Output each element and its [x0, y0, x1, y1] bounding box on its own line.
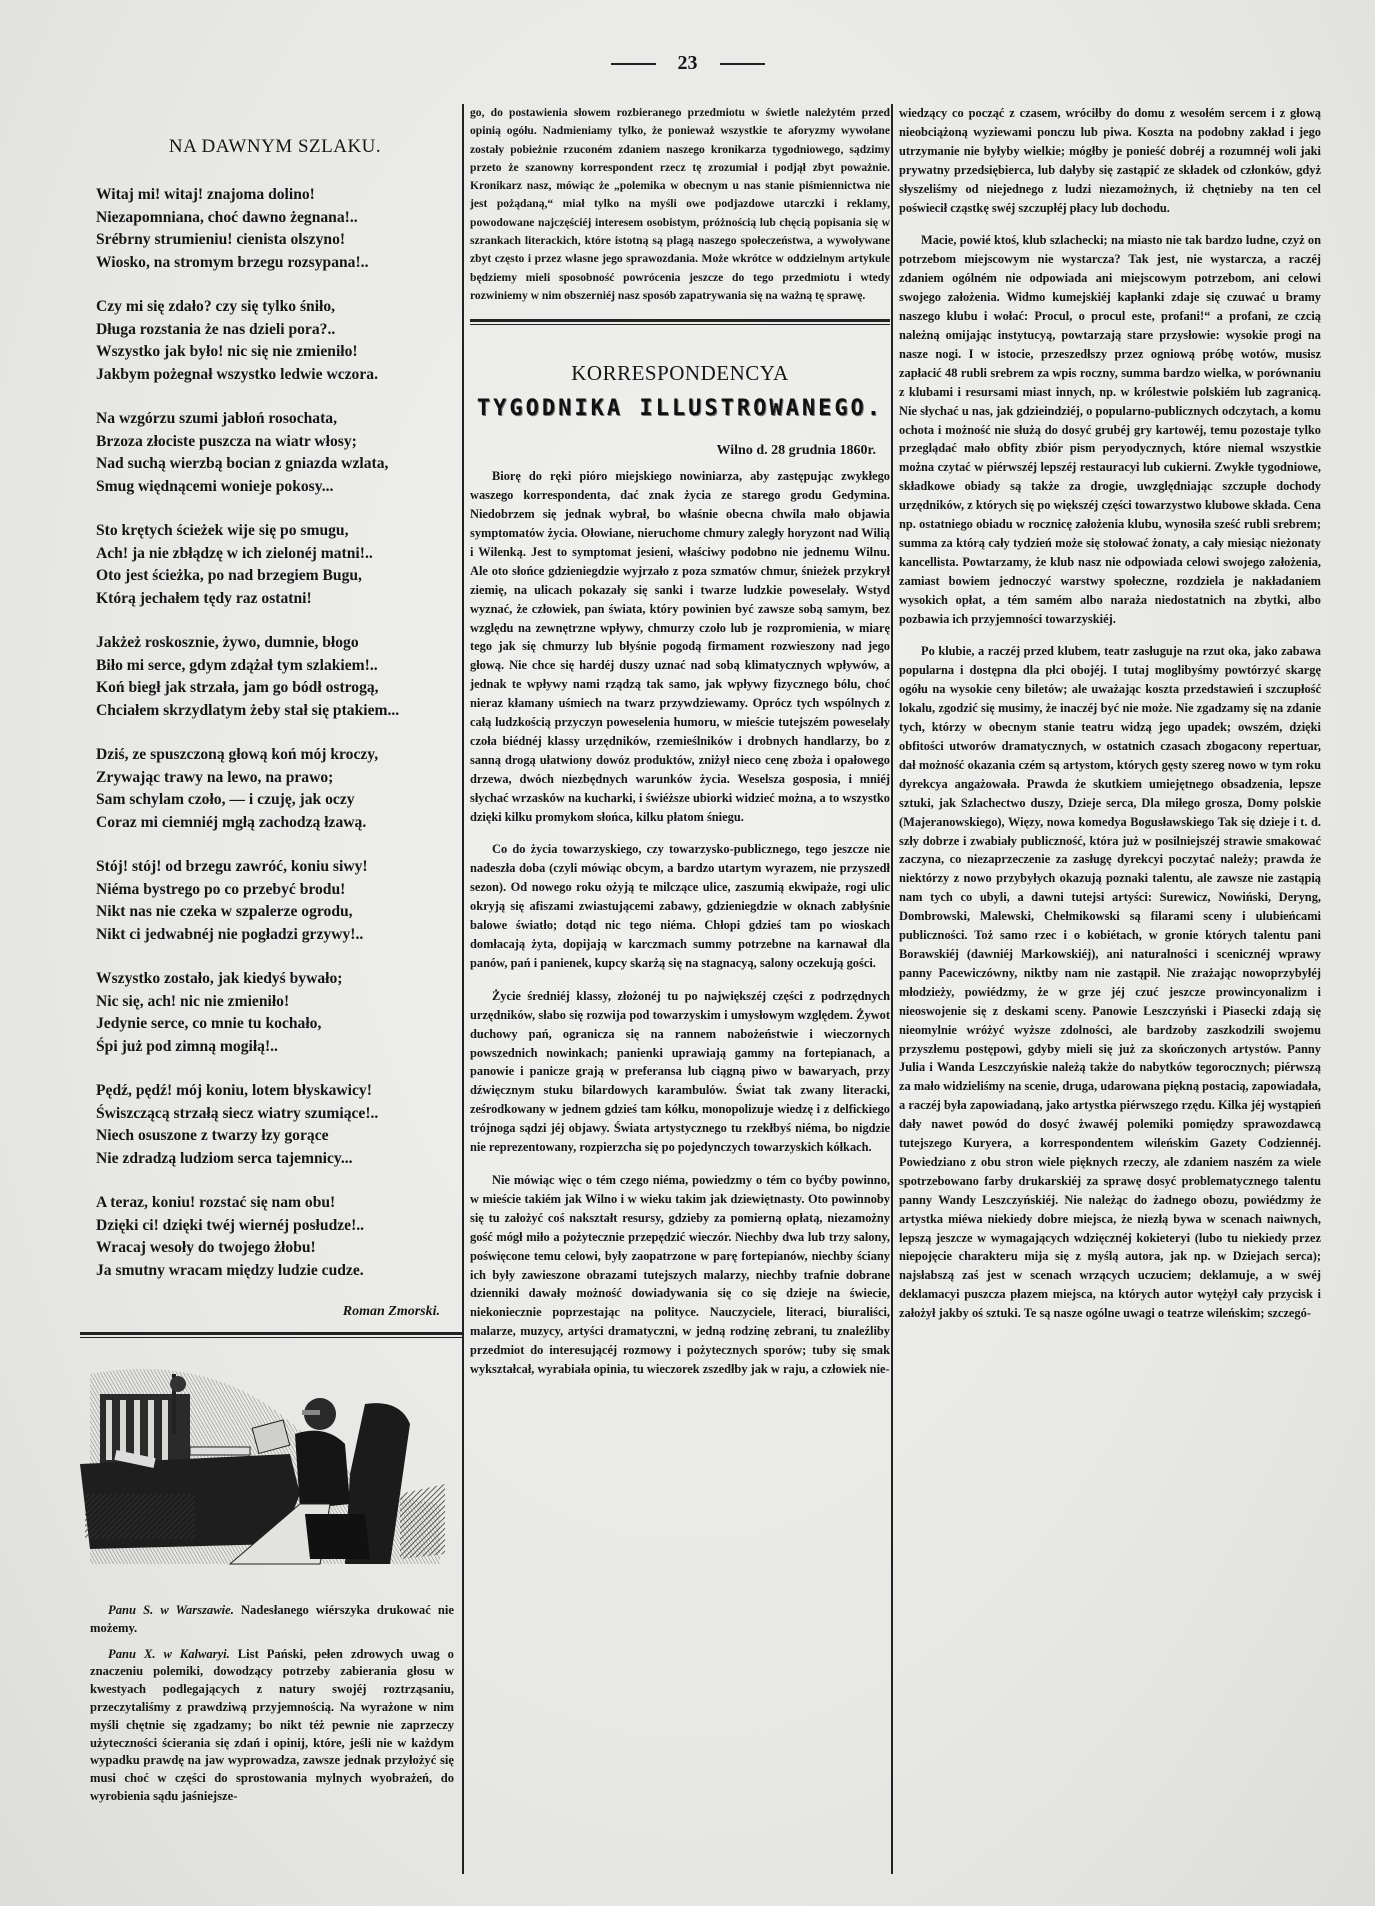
editorial-notes	[90, 1602, 454, 1806]
poem-stanza	[96, 1080, 454, 1170]
poem-line: Jakbym pożegnał wszystko ledwie wczora.	[96, 365, 378, 383]
poem-line: Wszystko zostało, jak kiedyś bywało;	[96, 970, 343, 987]
poem-line: Wszystko jak było! nic się nie zmieniło!	[96, 343, 358, 360]
poem-stanza	[96, 408, 454, 498]
poem-line: Wiosko, na stromym brzegu rozsypana!..	[96, 253, 369, 271]
poem-line: Srébrny strumieniu! cienista olszyno!	[96, 231, 346, 248]
article-paragraph: Co do życia towarzyskiego, czy towarzysko-publicznego, tego jeszcze nie nadeszła doba (czyli mówiąc obcym, a bardzo utartym wyrazem, nie przyszedł sezon). Od nowego roku ożyją te milczące ulice, zaszumią ekwipaże, rogi ulic okryją się afiszami zwiastującemi zabawy, gdzieniegdzie w oknach zabłyśnie balowe światło; dotąd nic tego niéma. Chłopi gdzieś tam po wioskach domłacają żyta, dopijają w karczmach summy potrzebne na karnawał dla panów, pań i panienek, kupcy skarżą się na stagnacyą, salony oczekują gości.	[470, 842, 890, 970]
poem-line: Dzięki ci! dzięki twéj wiernéj posłudze!..	[96, 1216, 365, 1234]
page-number: 23	[0, 52, 1375, 75]
poem-line: Nic się, ach! nic nie zmieniło!	[96, 992, 290, 1010]
dateline: Wilno d. 28 grudnia 1860r.	[716, 443, 876, 459]
poem-line: Pędź, pędź! mój koniu, lotem błyskawicy!	[96, 1082, 372, 1099]
section-divider	[470, 319, 890, 325]
poem-stanza	[96, 968, 454, 1058]
poem-line: Śpi już pod zimną mogiłą!..	[96, 1037, 278, 1055]
poem-line: Niech osuszone z twarzy łzy gorące	[96, 1127, 329, 1144]
article-paragraph: wiedzący co począć z czasem, wróciłby do domu z wesołém sercem i z głową nieobciążoną wyziewami ponczu lub piwa. Koszta na podobny zakład i jego utrzymanie nie byłyby wielkie; mógłby je ponieść dobréj a rozumnéj woli jaki prywatny przedsiębierca, lub dałyby się zastąpić ze składek od członków, gdyż słyszeliśmy od niejednego z ludzi niezamożnych, iż chętnieby na ten cel poświecił cząstkę swéj szczupłéj płacy lub dochodu.	[899, 106, 1321, 215]
poem-line: Nikt nas nie czeka w szpalerze ogrodu,	[96, 903, 353, 920]
poem-line: Biło mi serce, gdym zdążał tym szlakiem!..	[96, 656, 378, 674]
editorial-note: Panu S. w Warszawie. Nadesłanego wiérszyka drukować nie możemy.	[90, 1603, 454, 1635]
poem-line: Jakżeż roskosznie, żywo, dumnie, błogo	[96, 634, 359, 651]
poem-line: Na wzgórzu szumi jabłoń rosochata,	[96, 410, 337, 427]
poem-stanza	[96, 744, 454, 834]
poem-stanza	[96, 520, 454, 610]
correspondence-heading: KORRESPONDENCYA	[571, 361, 789, 386]
folio-dash-right	[720, 63, 765, 65]
correspondence-body	[470, 467, 890, 1379]
article-paragraph: Nie mówiąc więc o tém czego niéma, powiedzmy o tém co byćby powinno, w mieście takiém jak Wilno i w wieku takim jak dziewiętnasty. Oto powinnoby się tu założyć coś nakształt resursy, gdzieby za pomierną opłatą, niezamożny gość mógł miło a pożytecznie przepędzić wieczór. Niechby dwa lub trzy salony, poświęcone temu celowi, były zaopatrzone w parę fortepianów, niechby ściany ich były zawieszone obrazami tutejszych malarzy, niechby trafnie dobrane dzienniki dawały możność dowiadywania się co się dzieje na świecie, niekoniecznie poprzestając na polityce. Nauczyciele, literaci, biuraliści, malarze, muzycy, artyści dramatyczni, w jedną rodzinę zebrani, tu znaleźliby przedmiot do interesującéj rozmowy i pożytecznych sporów; tuby się smak wykształcał, wyrabiała opinia, tu wieczorek zszedłby jak w raju, a człowiek nie-	[470, 1172, 890, 1377]
illustration-reader-at-desk	[80, 1344, 460, 1594]
poem-title: NA DAWNYM SZLAKU.	[168, 136, 382, 157]
poem-line: A teraz, koniu! rozstać się nam obu!	[96, 1194, 336, 1211]
column-continuation	[891, 104, 1321, 1874]
poem-stanzas	[96, 184, 454, 1282]
poem-stanza	[96, 296, 454, 386]
poem-line: Niéma bystrego po co przebyć brodu!	[96, 880, 346, 898]
poem-line: Chciałem skrzydlatym żeby stał się ptakiem...	[96, 701, 400, 719]
column-poem	[90, 104, 454, 1814]
article-paragraph: Macie, powié ktoś, klub szlachecki; na miasto nie tak bardzo ludne, czyż on potrzebom miejscowym nie wystarcza? Tak jest, nie wystarcza, a raczéj zdaniem ogólném nie odpowiada ani miejscowym potrzebom, ani celowi swojego założenia. Widmo kumejskiéj kapłanki zdaje się czuwać u bramy naszego klubu i wołać: Procul, o procul este, profani!“ a profani, ze czcią należną omijając instytucyą, powtarzają stare przysłowie: wysokie progi na nasze nogi. I w istocie, przeszedłszy przez ogniową próbę wotów, musisz zapłacić 48 rubli srebrem za wpis roczny, summa bardzo wielka, w porównaniu z klubami i resursami miast innych, np. w królestwie polskiém lub zagranicą. Nie słychać u nas, jak gdzieindziéj, o popularno-publicznych odczytach, a komu ochota i możność nie służą do dosyć grubéj gry kartowéj, temu pozostaje tylko przeglądać mało obfity zbiór pism peryodycznych, które niemal wszystkie można czytać w piérwszéj lepszéj restauracyi lub cukierni. Zwykłe tygodniowe, składkowe obiady są także za drogie, uwzględniając szczupłe dochody urzędników, z których się po większéj części towarzystwo klubowe składa. Cena np. ostatniego obiadu w rocznicę założenia klubu, wynosiła sześć rubli srebrem; summa za którą cały tydzień może się stołować żonaty, a cały miesiąc nieżonaty kancellista. Powtarzamy, że klub nasz nie odpowiada celowi swojego założenia, zamiast bowiem jednoczyć warstwy społeczne, rozdziela je nakładaniem wysokich opłat, a tém samém albo naraża niedostatnich na zbytki, albo pozbawia ich przyjemności towarzyskiéj.	[899, 233, 1321, 626]
poem-line: Zrywając trawy na lewo, na prawo;	[96, 768, 334, 786]
poem-line: Stój! stój! od brzegu zawróć, koniu siwy!	[96, 858, 368, 875]
poem-line: Wracaj wesoły do twojego żłobu!	[96, 1239, 316, 1256]
poem-line: Dziś, ze spuszczoną głową koń mój kroczy,	[96, 746, 379, 763]
poem-line: Niezapomniana, choć dawno żegnana!..	[96, 208, 358, 226]
poem-line: Coraz mi ciemniéj mgłą zachodzą łzawą.	[96, 813, 367, 831]
notes-continuation: go, do postawienia słowem rozbieranego przedmiotu w świetle należytém przed opinią ogółu. Nadmieniamy tylko, że ponieważ wszystkie te aforyzmy wywołane zostały pobieżnie rzuconém zdaniem naszego kronikarza tygodniowego, sądzimy przeto że szanowny korrespondent rzecz tę zrozumiał i podjął zbyt poważnie. Kronikarz nasz, mówiąc że „polemika w obecnym u nas stanie piśmiennictwa nie jest pożądaną,“ miał tylko na myśli owe podjazdowe utarczki i reklamy, powodowane najczęściéj interesem osobistym, próżnością lub chęcią popisania się w szrankach literackich, które istotną są plagą naszego społeczeństwa, a wywoływane zbyt często i przez własne jego sprawozdania. Może wkrótce w oddzielnym artykule będziemy mieli sposobność powrócenia jeszcze do tego przedmiotu i wtedy rozwiniemy w nim obszerniéj nasz sposób zapatrywania się na ważną tę sprawę.	[470, 106, 890, 302]
poem-line: Którą jechałem tędy raz ostatni!	[96, 589, 312, 607]
poem-stanza	[96, 184, 454, 274]
engraving-image	[80, 1344, 460, 1594]
folio-dash-left	[611, 63, 656, 65]
poem-stanza	[96, 1192, 454, 1282]
poem-author: Roman Zmorski.	[342, 1304, 440, 1319]
poem-line: Świszczącą strzałą siecz wiatry szumiące!..	[96, 1104, 379, 1122]
poem-stanza	[96, 856, 454, 946]
continuation-body	[899, 104, 1321, 1323]
editorial-note: Panu X. w Kalwaryi. List Pański, pełen zdrowych uwag o znaczeniu polemiki, dowodzący potrzeby zabierania głosu w kwestyach podlegających z natury swojéj roztrząsaniu, przeczytaliśmy z prawdziwą przyjemnością. Na wyrażone w nim myśli chętnie się zgadzamy; bo nikt téż pewnie nie zaprzeczy użyteczności ścierania się zdań i opinij, które, jeśli nie w każdym wypadku prawdę na jaw wyprowadza, zawsze jednak przyłożyć się musi choć w części do sprostowania mylnych wyobrażeń, do wyrobienia sądu jaśniejsze-	[90, 1646, 454, 1803]
correspondence-subheading: TYGODNIKA ILLUSTROWANEGO.	[476, 396, 884, 422]
poem-line: Nie zdradzą ludziom serca tajemnicy...	[96, 1149, 353, 1167]
poem-stanza	[96, 632, 454, 722]
article-paragraph: Po klubie, a raczéj przed klubem, teatr zasługuje na rzut oka, jako zabawa popularna i dostępna dla płci obojéj. I tutaj moglibyśmy powtórzyć skargę ogółu na wysokie ceny biletów; ale uważając koszta przedstawień i szczupłość lokalu, zgodzić się musimy, że inaczéj być nie może. Nie zgadzamy się na zdanie tych, którzy w obecnym stanie teatru widzą jego upadek; owszém, dzięki obfitości utworów dramatycznych, w ostatnich czasach zbogacony repertuar, dał możność okazania czém są artystom, których gęsty szereg nowo w tym roku dyrekcya angażowała. Prawda że skutkiem umiejętnego obsadzenia, lepsze sztuki, jak Szlachectwo duszy, Dzieje serca, Dla miłego grosza, Domy polskie (Majeranowskiego), Więzy, nowa komedya Bogusławskiego Tak się dzieje i t. d. szły dobrze i zwabiały publiczność, która już w posilniejszéj strawie smakować zaczyna, co niezaprzeczenie za zasługę dyrekcyi poczytać należy; prawda że niektórzy z nowo przybyłych okazują poznaki talentu, ale zawsze nie zastąpią nam tych co ubyli, a dawni tutejsi artyści: Surewicz, Nowiński, Deryng, Dombrowski, Malewski, Chełmikowski są filarami sceny i ulubieńcami publiczności. Toż samo rzec i o kobiétach, w gronie których talentu pani Borawskiéj (dawniéj Markowskiéj), ani naturalności i scenicznéj wprawy panny Pacewiczówny, niktby nam nie zastąpił. Nie zrażając nowoprzybyłéj młodzieży, powiédzmy, że w grze jéj czuć jeszcze prowincyonalizm i nieoswojenie się z deskami sceny. Panowie Leszczyński i Piasecki zdają się nieomylnie wróżyć wyższe zdolności, ale bardzoby zaszkodzili swojemu przyszłemu postępowi, gdyby mieli się już za skończonych artystów. Panny Julia i Wanda Leszczyńskie należą także do nabytków tegorocznych; piérwszą za mało widzieliśmy na scenie, druga, udarowana piękną postacią, zapowiadała, a raczéj była zapowiadaną, jako artystka piérwszego rzędu. Kilka jéj wystąpień dały nawet powód do dosyć żwawéj polemiki pomiędzy sprawozdawcą tutejszego Kuryera, a korrespondentem wileńskim Gazety Codziennéj. Powiedziano z obu stron wiele pięknych rzeczy, ale zdaniem naszém za wiele spotrzebowano farby drukarskiéj za sprawę dosyć problematycznego talentu panny Wandy Leszczyńskiéj. Nie należąc do żadnego obozu, powiédzmy że artystka miéwa niekiedy dobre miejsca, że niezłą bywa w scenach naiwnych, lepszą jeszcze w wymagających wdzięcznéj kokieteryi (lubo tu niekiedy przez niepojęcie charakteru mija się z myślą autora, jak np. w Dziejach serca); najsłabszą zaś jest w scenach wrzących uczuciem; deklamuje, a w swéj deklamacyi puszcza płazem miejsca, na których autor wytężył cały przycisk i założył jakby oś sztuki. Te są nasze ogólne uwagi o teatrze wileńskim; szczegó-	[899, 644, 1321, 1321]
poem-line: Czy mi się zdało? czy się tylko śniło,	[96, 298, 336, 315]
poem-line: Brzoza złociste puszcza na wiatr włosy;	[96, 432, 357, 450]
poem-line: Sto krętych ścieżek wije się po smugu,	[96, 522, 349, 539]
section-divider	[80, 1332, 462, 1338]
poem-line: Sam schylam czoło, — i czuję, jak oczy	[96, 791, 355, 808]
poem-line: Ja smutny wracam między ludzie cudze.	[96, 1261, 364, 1279]
poem-line: Smug więdnącemi wonieje pokosy...	[96, 477, 334, 495]
poem-line: Jedynie serce, co mnie tu kochało,	[96, 1015, 322, 1032]
poem-line: Witaj mi! witaj! znajoma dolino!	[96, 186, 315, 203]
column-correspondence	[462, 104, 890, 1874]
article-paragraph: Biorę do ręki pióro miejskiego nowiniarza, aby zastępując zwykłego waszego korrespondenta, dać znak życia ze starego grodu Gedymina. Niedobrzem się jednak wybrał, bo właśnie obecna chwila mało objawia symptomatów życia. Ołowiane, nieruchome chmury zaległy horyzont nad Wilią i Wilenką. Jest to symptomat jesieni, właściwy podobno nie jednemu Wilnu. Ale oto słońce gdzieniegdzie wyjrzało z poza szmatów chmur, śnieżek przykrył ziemię, na ulicach pokazały się sanki i twarze ludzkie poweselały. Wstyd wyznać, że człowiek, pan świata, który powinien być zawsze sobą samym, bez względu na zewnętrzne wpływy, chmurzy czoło lub je rozpromienia, w miarę tego jak się chmurzy lub błyśnie pogodą firmament rozwieszony nad jego głową. Nie chce się hardéj duszy uznać nad sobą klimatycznych wpływów, a jednak te wpływy nami rządzą tak samo, jak wpływy fizycznego bólu, choć nieraz kłamany uśmiech na twarz przywdziewamy. Oprócz tych wspólnych z całą ludzkością przyczyn poweselenia humoru, w mieście tutejszém poweselały czoła biédnéj klassy urzędników, rzemieślników i drobnych handlarzy, bo z sanną drogą ułatwiony dowóz produktów, zniżył nieco cenę zboża i opałowego drzewa, dwóch niezbędnych warunków życia. Weselsza gosposia, i mniéj słychać wrzasków na kucharki, i świéższe ubiorki widzieć można, a to wszystko dzięki kilku promykom słońca, kilku płatom śniegu.	[470, 469, 890, 824]
poem-line: Koń biegł jak strzała, jam go bódł ostrogą,	[96, 679, 379, 696]
poem-line: Ach! ja nie zbłądzę w ich zielonéj matni!..	[96, 544, 373, 562]
poem-line: Nad suchą wierzbą bocian z gniazda wzlata,	[96, 455, 389, 472]
poem-line: Długa rozstania że nas dzieli pora?..	[96, 320, 336, 338]
poem-line: Nikt ci jedwabnéj nie pogładzi grzywy!..	[96, 925, 364, 943]
poem-line: Oto jest ścieżka, po nad brzegiem Bugu,	[96, 567, 362, 584]
article-paragraph: Życie średniéj klassy, złożonéj tu po największéj części z podrzędnych urzędników, słabo się rozwija pod towarzyskim i umysłowym względem. Żywot duchowy pań, ogranicza się na rannem nabożeństwie i wieczornych powszednich nowinkach; panienki uprawiają gammy na fortepianach, a panowie i panicze grają w preferansa lub ciągną piwo w bawaryach, przy dźwięcznym stuku bilardowych karambulów. Świat tak zwany literacki, ześrodkowany w jednem gdzieś tam kółku, monopolizuje wiedzę i z delfickiego trójnoga sądzi jéj objawy. Świata artystycznego tu rzekłbyś niéma, bo nigdzie nie reprezentowany, rozpierzcha się po pojedynczych towarzyskich kółkach.	[470, 988, 890, 1155]
